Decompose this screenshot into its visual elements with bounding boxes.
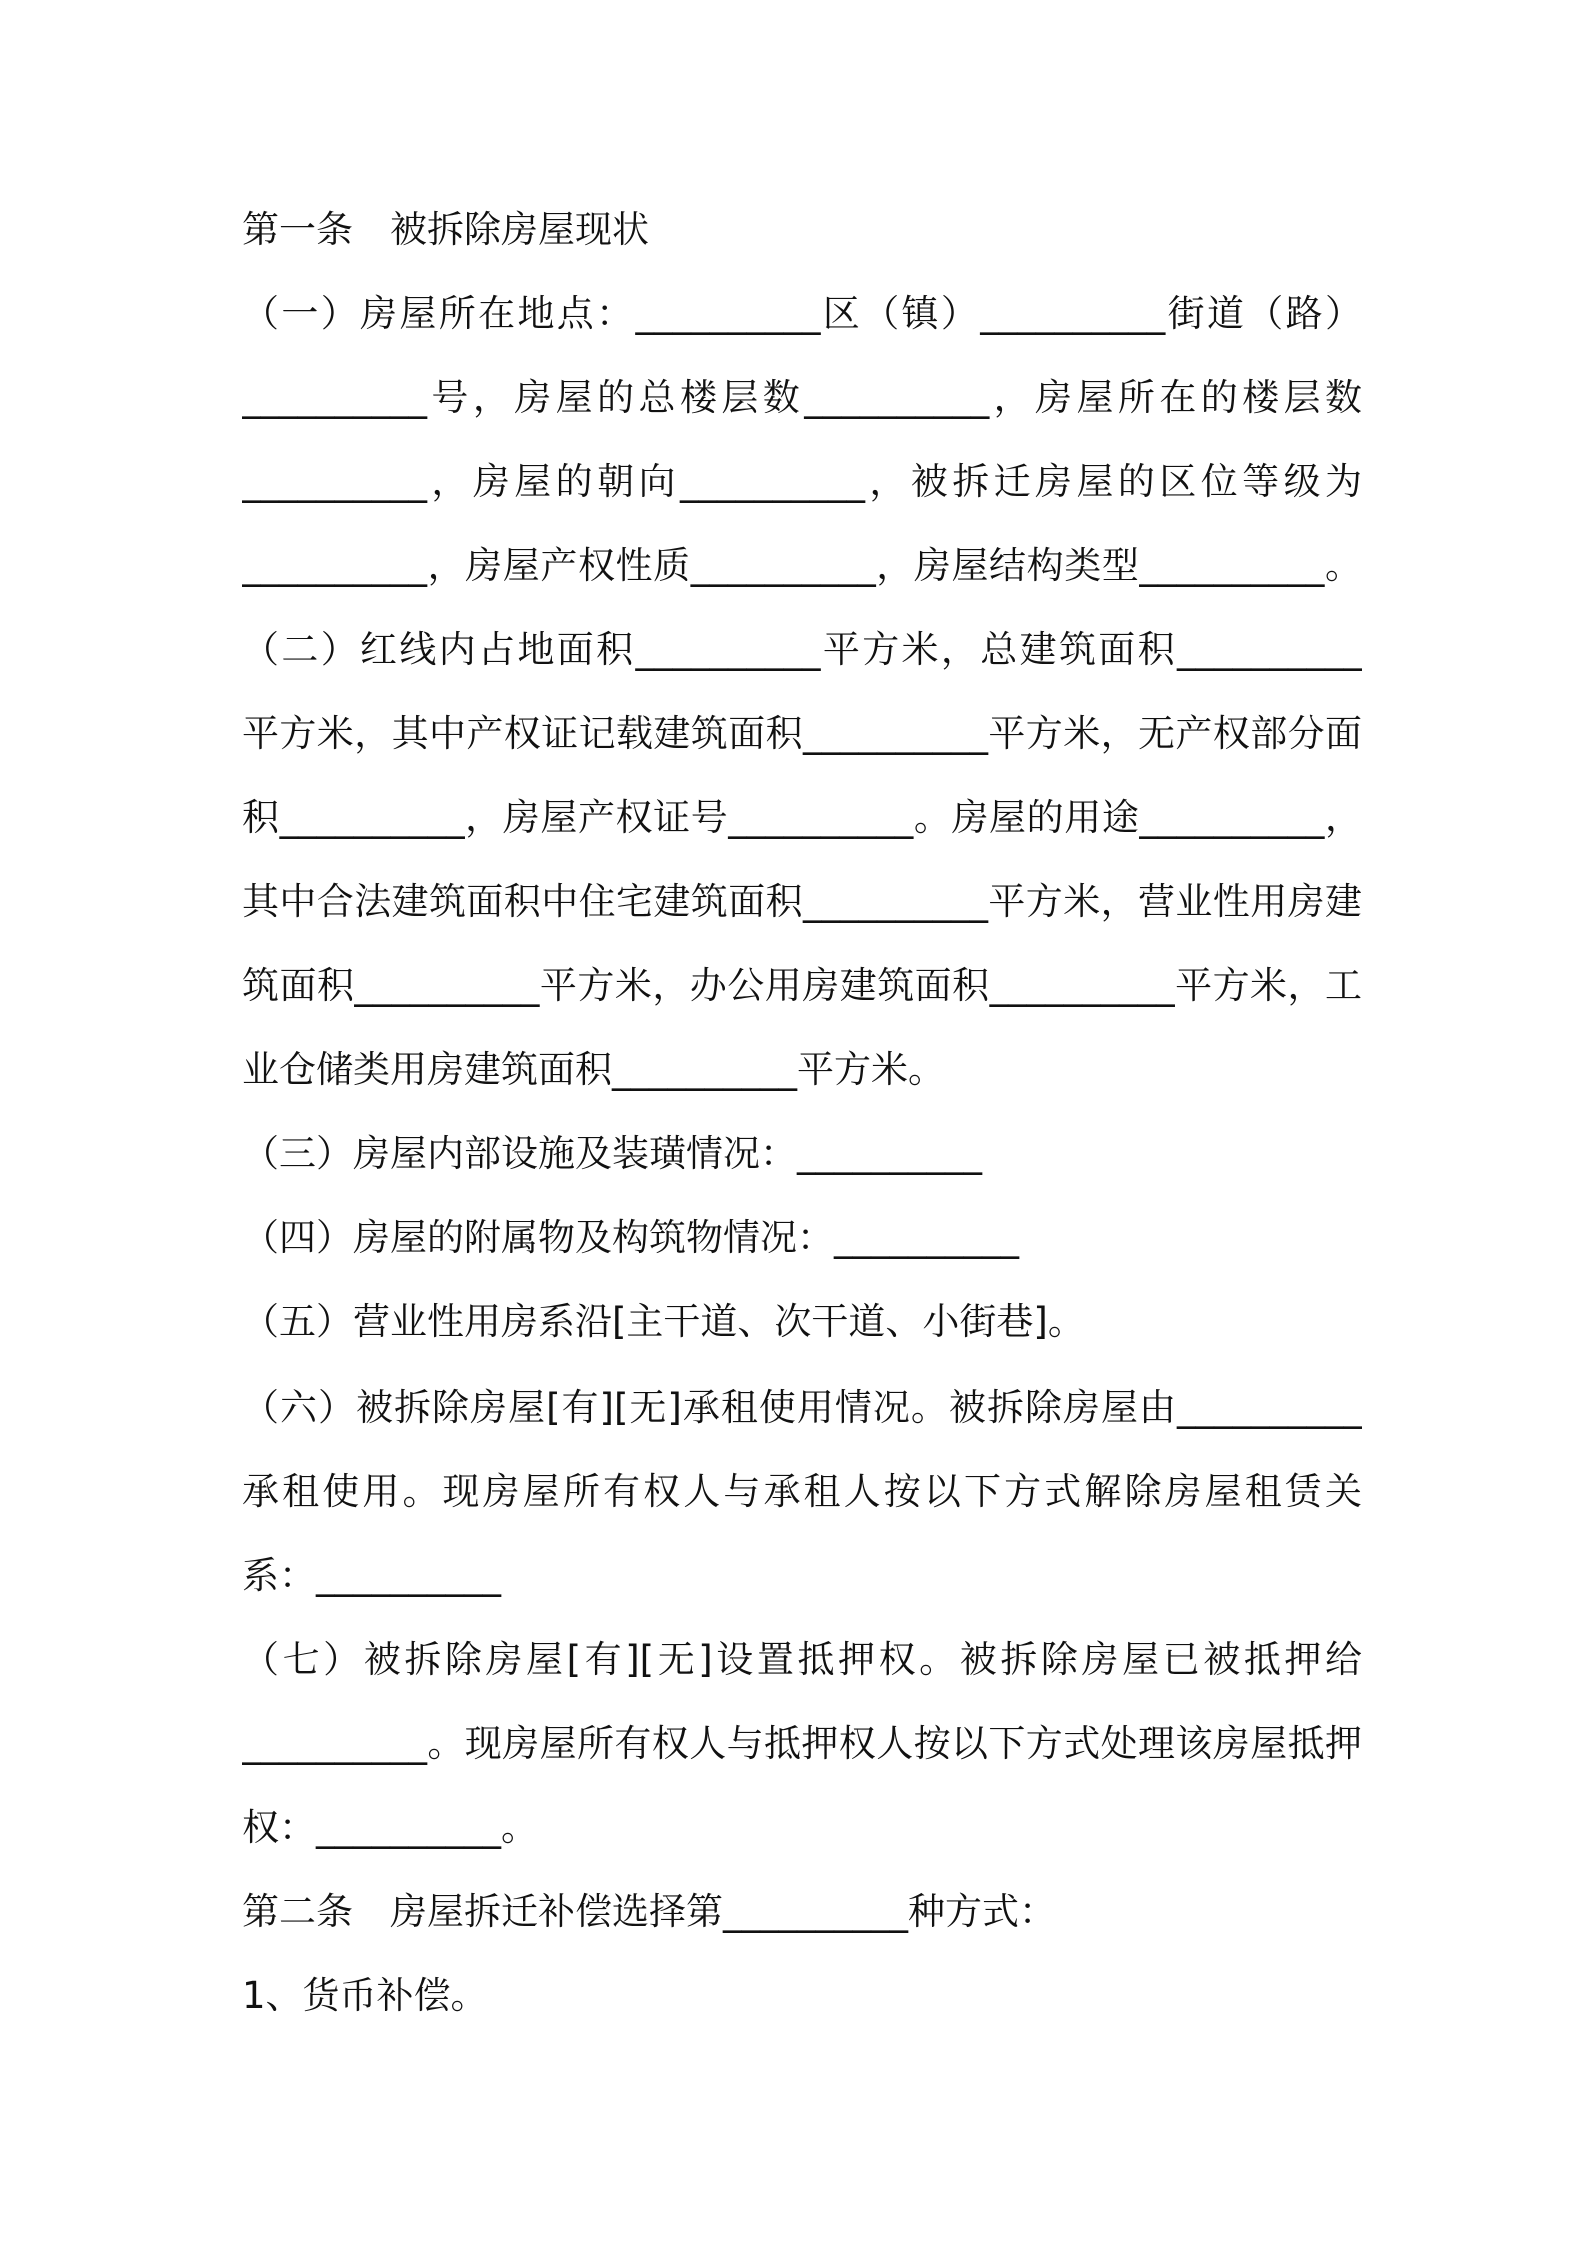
article-2-heading: 第二条 房屋拆迁补偿选择第__________种方式： bbox=[242, 1890, 1056, 1933]
clause-6-line-1: （六）被拆除房屋[有][无]承租使用情况。被拆除房屋由__________ bbox=[242, 1386, 1362, 1429]
clause-2-line-1: （二）红线内占地面积__________平方米，总建筑面积__________ bbox=[242, 628, 1362, 671]
clause-7-line-2: __________。现房屋所有权人与抵押权人按以下方式处理该房屋抵押 bbox=[242, 1722, 1362, 1765]
clause-6-line-3: 系：__________ bbox=[242, 1554, 501, 1597]
clause-1-line-4: __________，房屋产权性质__________，房屋结构类型__________。 bbox=[242, 544, 1362, 587]
clause-2-line-4: 其中合法建筑面积中住宅建筑面积__________平方米，营业性用房建 bbox=[242, 880, 1362, 923]
clause-1-line-1: （一）房屋所在地点：__________区（镇）__________街道（路） bbox=[242, 292, 1362, 335]
clause-2-line-2: 平方米，其中产权证记载建筑面积__________平方米，无产权部分面 bbox=[242, 712, 1362, 755]
article-1-heading: 第一条 被拆除房屋现状 bbox=[242, 208, 649, 251]
clause-1-line-3: __________，房屋的朝向__________，被拆迁房屋的区位等级为 bbox=[242, 460, 1362, 503]
clause-2-line-6: 业仓储类用房建筑面积__________平方米。 bbox=[242, 1048, 945, 1091]
clause-7-line-1: （七）被拆除房屋[有][无]设置抵押权。被拆除房屋已被抵押给 bbox=[242, 1638, 1362, 1681]
clause-4-line: （四）房屋的附属物及构筑物情况：__________ bbox=[242, 1216, 1019, 1259]
clause-2-line-3: 积__________，房屋产权证号__________。房屋的用途__________， bbox=[242, 796, 1362, 839]
compensation-option-1: 1、货币补偿。 bbox=[242, 1974, 488, 2017]
clause-7-line-3: 权：__________。 bbox=[242, 1806, 538, 1849]
clause-5-line: （五）营业性用房系沿[主干道、次干道、小街巷]。 bbox=[242, 1300, 1085, 1343]
clause-3-line: （三）房屋内部设施及装璜情况：__________ bbox=[242, 1132, 982, 1175]
clause-6-line-2: 承租使用。现房屋所有权人与承租人按以下方式解除房屋租赁关 bbox=[242, 1470, 1362, 1513]
clause-2-line-5: 筑面积__________平方米，办公用房建筑面积__________平方米，工 bbox=[242, 964, 1362, 1007]
clause-1-line-2: __________号，房屋的总楼层数__________，房屋所在的楼层数 bbox=[242, 376, 1362, 419]
